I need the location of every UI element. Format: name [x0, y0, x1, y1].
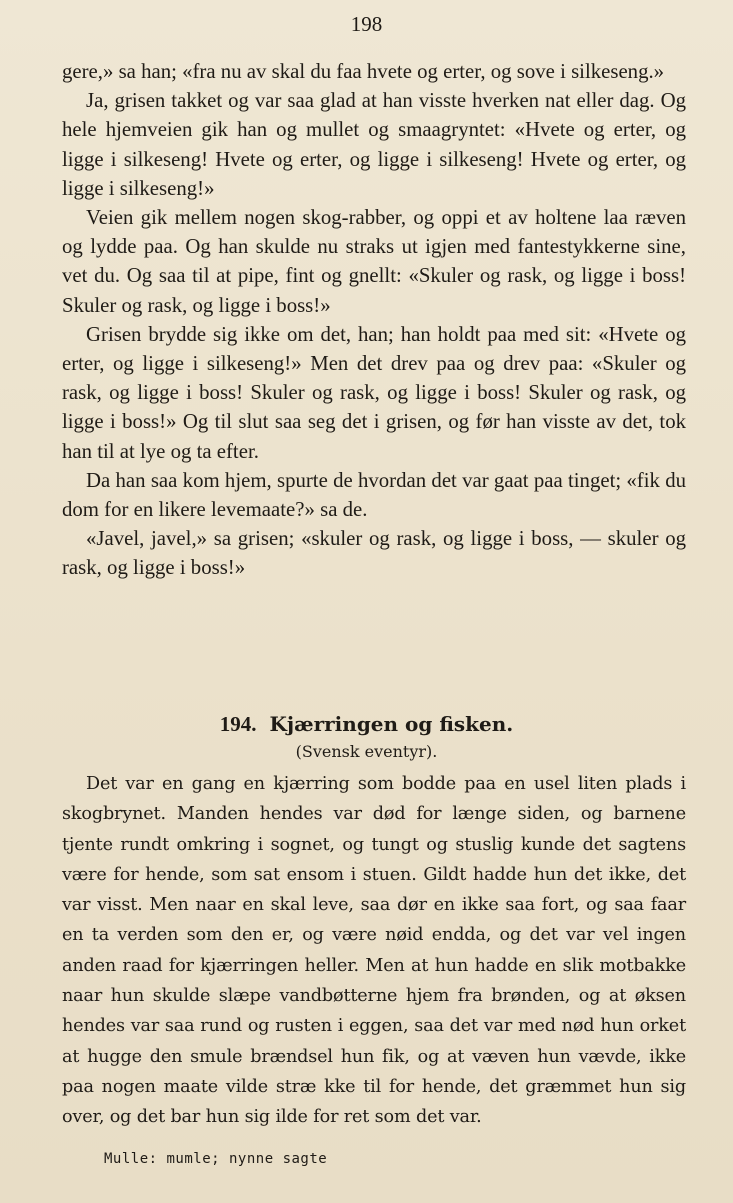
page-number: 198	[350, 12, 383, 36]
paragraph: Veien gik mellem nogen skog-rabber, og oppi et av holtene laa ræven og lydde paa. Og han skulde nu straks ut igjen med fantestykkerne sine, vet du. Og saa til at pipe, fint og gnellt: «Skuler og rask, og ligge i boss! Skuler og rask, og ligge i boss!»	[62, 206, 686, 317]
story-text	[62, 769, 686, 1133]
paragraph: Da han saa kom hjem, spurte de hvordan det var gaat paa tinget; «fik du dom for en likere levemaate?» sa de.	[62, 468, 686, 522]
paragraph: Ja, grisen takket og var saa glad at han visste hverken nat eller dag. Og hele hjemveien gik han og mullet og smaagryntet: «Hvete og erter, og ligge i silkeseng! Hvete og erter, og ligge i silkeseng! Hvete og erter, og ligge i silkeseng!»	[62, 89, 686, 200]
paragraph: Grisen brydde sig ikke om det, han; han holdt paa med sit: «Hvete og erter, og ligge i silkeseng!» Men det drev paa og drev paa: «Skuler og rask, og ligge i boss! Skuler og rask, og ligge i boss! Skuler og rask, og ligge i boss!» Og til slut saa seg det i grisen, og før han visste av det, tok han til at lye og ta efter.	[62, 322, 686, 463]
paragraph: «Javel, javel,» sa grisen; «skuler og rask, og ligge i boss, — skuler og rask, og ligge i boss!»	[62, 527, 686, 580]
story-continuation	[62, 57, 686, 583]
story-title: Kjærringen og fisken.	[269, 712, 514, 736]
footnote: Mulle: mumle; nynne sagte	[104, 1151, 328, 1167]
story-number: 194.	[219, 712, 257, 736]
paragraph: Det var en gang en kjærring som bodde paa en usel liten plads i skogbrynet. Manden hendes var død for længe siden, og barnene tjente rundt omkring i sognet, og tungt og stuslig kunde det sagtens være for hende, som sat ensom i stuen. Gildt hadde hun det ikke, det var visst. Men naar en skal leve, saa dør en ikke saa fort, og saa faar en ta verden som den er, og være nøid endda, og det var vel ingen anden raad for kjærringen heller. Men at hun hadde en slik motbakke naar hun skulde slæpe vandbøtterne hjem fra brønden, og at øksen hendes var saa rund og rusten i eggen, saa det var med nød hun orket at hugge den smule brændsel hun fik, og at væven hun vævde, ikke paa nogen maate vilde stræ kke til for hende, det græmmet hun sig over, og det bar hun sig ilde for ret som det var.	[62, 774, 686, 1128]
paragraph: gere,» sa han; «fra nu av skal du faa hvete og erter, og sove i silkeseng.»	[62, 60, 665, 83]
story-heading	[0, 712, 733, 737]
story-subtitle: (Svensk eventyr).	[295, 742, 438, 761]
